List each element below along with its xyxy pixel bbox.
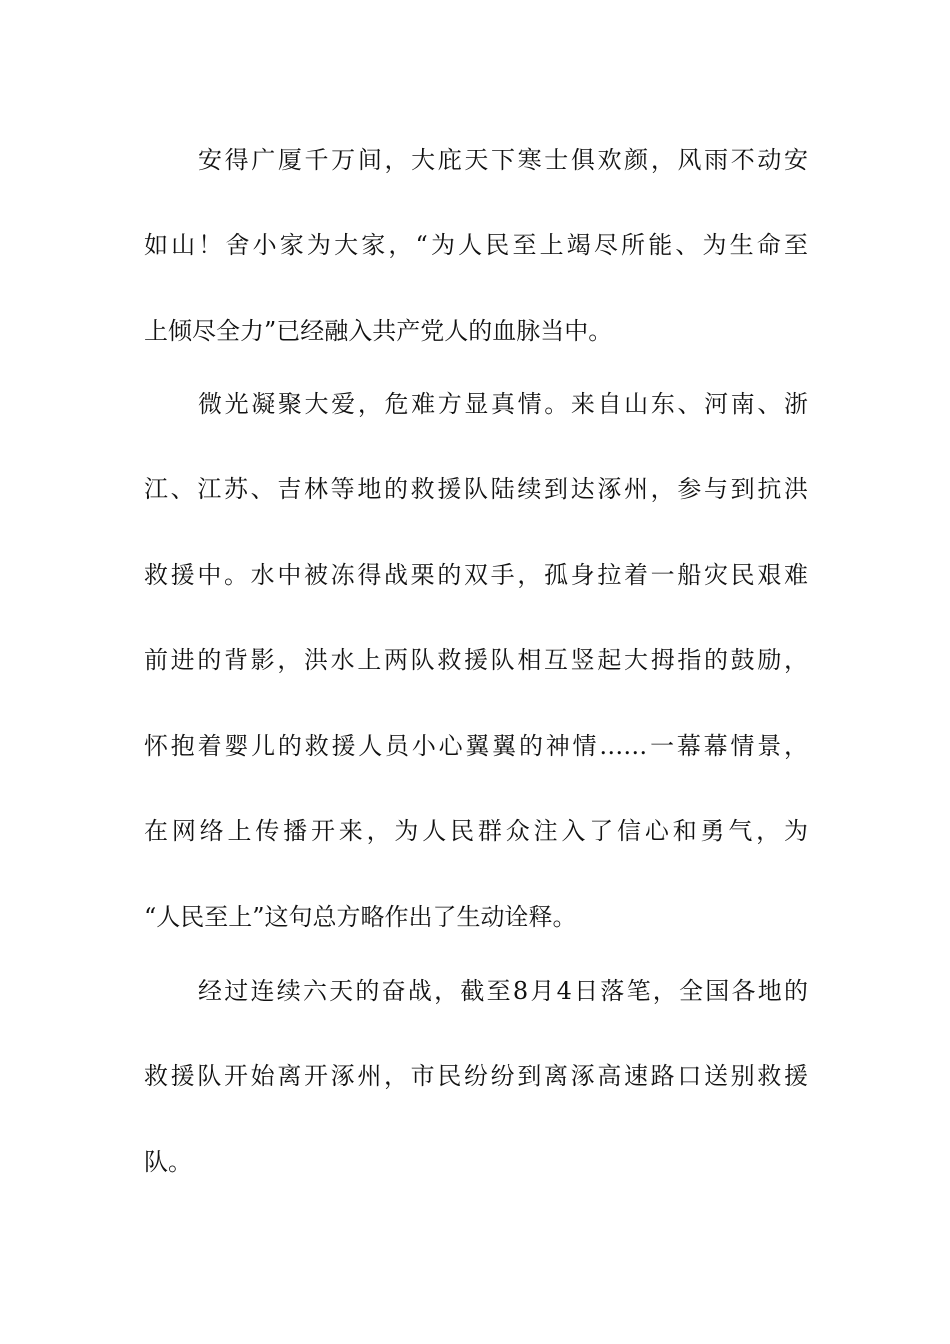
- paragraph-2-line-1: 微光凝聚大爱，危难方显真情。来自山东、河南、浙: [198, 390, 808, 418]
- paragraph-1-line-2: 如山！舍小家为大家，“为人民至上竭尽所能、为生命至: [144, 231, 808, 259]
- paragraph-1-line-3: 上倾尽全力”已经融入共产党人的血脉当中。: [144, 317, 613, 345]
- paragraph-2-line-3: 救援中。水中被冻得战栗的双手，孤身拉着一船灾民艰难: [144, 561, 808, 589]
- paragraph-2-line-6: 在网络上传播开来，为人民群众注入了信心和勇气，为: [144, 817, 808, 845]
- paragraph-2-line-4: 前进的背影，洪水上两队救援队相互竖起大拇指的鼓励，: [144, 646, 808, 674]
- paragraph-2-line-7: “人民至上”这句总方略作出了生动诠释。: [144, 903, 577, 931]
- paragraph-1-line-1: 安得广厦千万间，大庇天下寒士俱欢颜，风雨不动安: [198, 146, 808, 174]
- paragraph-3-line-1: 经过连续六天的奋战，截至8月4日落笔，全国各地的: [198, 977, 808, 1005]
- paragraph-2-line-5: 怀抱着婴儿的救援人员小心翼翼的神情……一幕幕情景，: [144, 732, 808, 760]
- paragraph-2-line-2: 江、江苏、吉林等地的救援队陆续到达涿州，参与到抗洪: [144, 475, 808, 503]
- paragraph-3-line-2: 救援队开始离开涿州，市民纷纷到离涿高速路口送别救援: [144, 1062, 808, 1090]
- paragraph-3-line-3: 队。: [144, 1148, 192, 1176]
